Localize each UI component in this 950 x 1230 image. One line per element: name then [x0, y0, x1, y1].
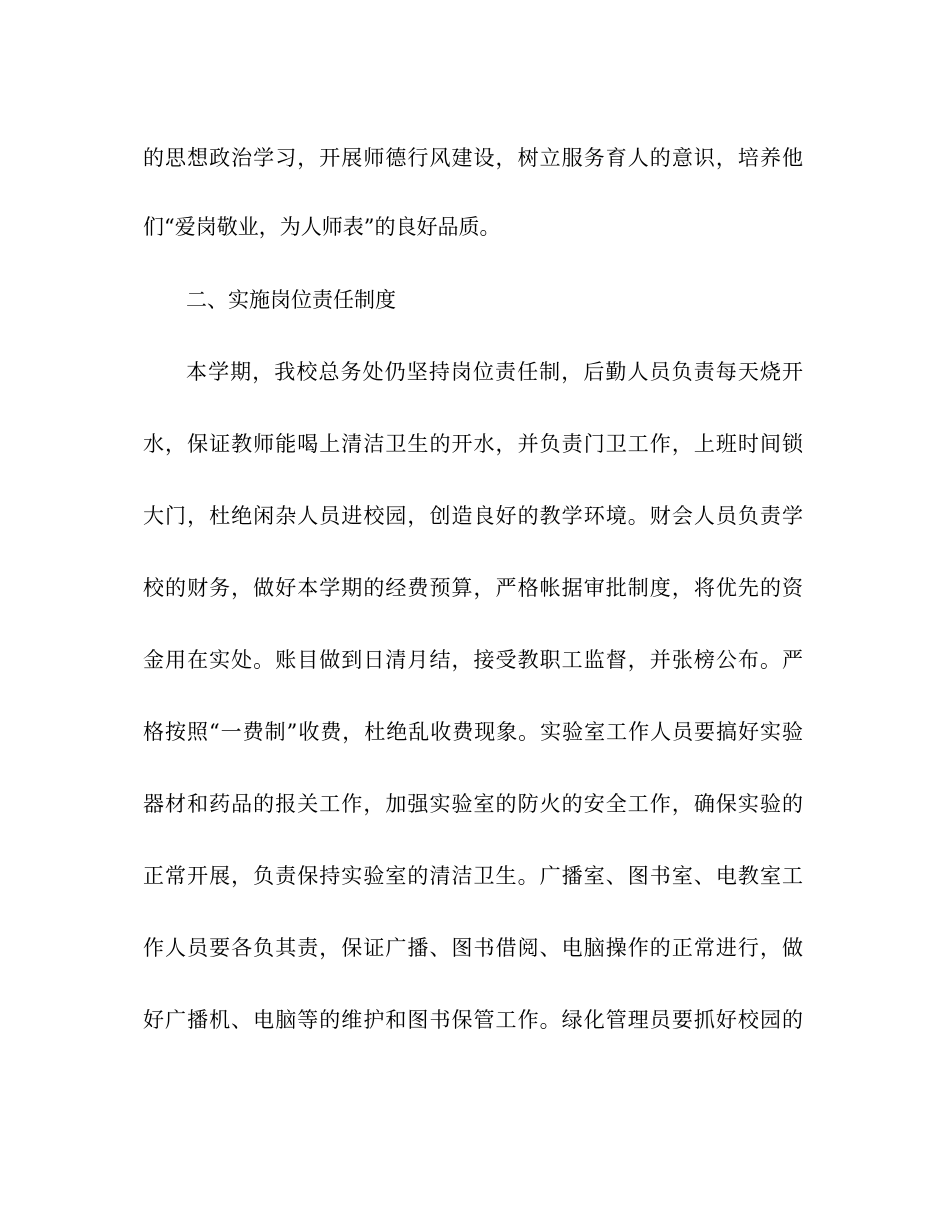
paragraph-line: 正常开展，负责保持实验室的清洁卫生。广播室、图书室、电教室工 — [143, 864, 803, 888]
paragraph-line: 校的财务，做好本学期的经费预算，严格帐据审批制度，将优先的资 — [143, 576, 803, 600]
section-heading: 二、实施岗位责任制度 — [186, 288, 396, 312]
paragraph-line: 本学期，我校总务处仍坚持岗位责任制，后勤人员负责每天烧开 — [186, 360, 803, 384]
paragraph-line: 格按照“一费制”收费，杜绝乱收费现象。实验室工作人员要搞好实验 — [143, 720, 803, 744]
paragraph-line: 大门，杜绝闲杂人员进校园，创造良好的教学环境。财会人员负责学 — [143, 504, 803, 528]
paragraph-line: 作人员要各负其责，保证广播、图书借阅、电脑操作的正常进行，做 — [143, 936, 803, 960]
paragraph-line: 们“爱岗敬业，为人师表”的良好品质。 — [143, 215, 501, 239]
paragraph-line: 水，保证教师能喝上清洁卫生的开水，并负责门卫工作，上班时间锁 — [143, 432, 803, 456]
paragraph-line: 的思想政治学习，开展师德行风建设，树立服务育人的意识，培养他 — [143, 146, 803, 170]
paragraph-line: 金用在实处。账目做到日清月结，接受教职工监督，并张榜公布。严 — [143, 648, 803, 672]
paragraph-line: 器材和药品的报关工作，加强实验室的防火的安全工作，确保实验的 — [143, 792, 803, 816]
paragraph-line: 好广播机、电脑等的维护和图书保管工作。绿化管理员要抓好校园的 — [143, 1008, 803, 1032]
